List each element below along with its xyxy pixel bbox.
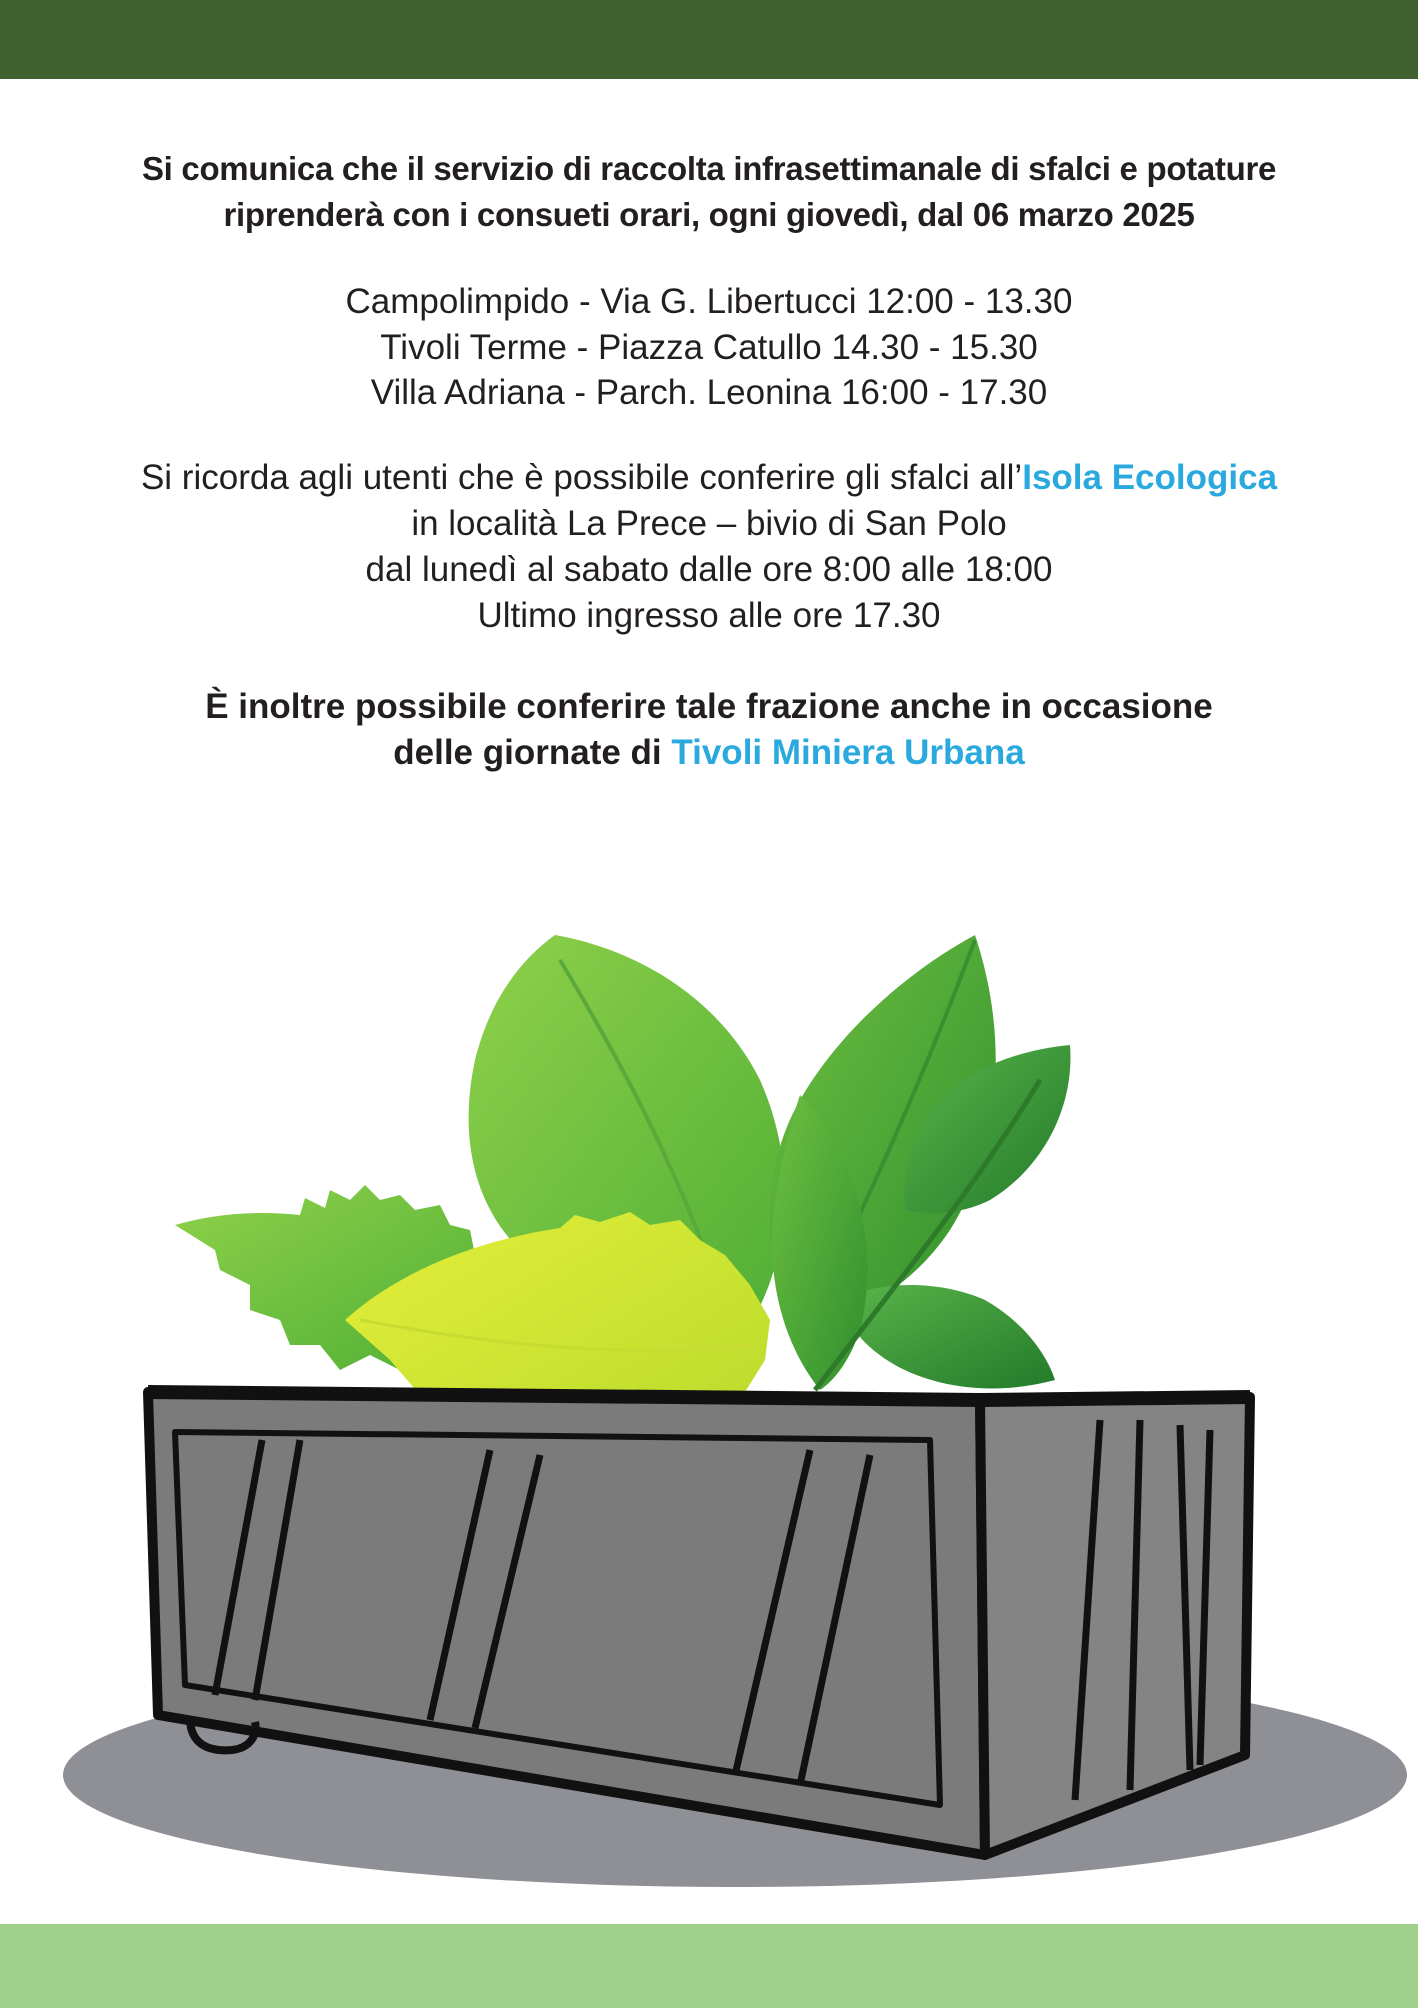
tivoli-miniera-urbana-highlight: Tivoli Miniera Urbana: [671, 733, 1025, 772]
top-color-band: [0, 0, 1418, 79]
reminder-line-1-text: Si ricorda agli utenti che è possibile conferire gli sfalci all’: [140, 458, 1023, 497]
urban-mine-line-2: [0, 730, 1418, 776]
leaf-lower-right: [840, 1285, 1055, 1388]
announcement-line-1: Si comunica che il servizio di raccolta infrasettimanale di sfalci e potature: [141, 150, 1277, 187]
announcement-heading: [0, 146, 1418, 238]
urban-mine-note: [0, 684, 1418, 776]
reminder-line-1: [0, 455, 1418, 501]
reminder-last-entry: Ultimo ingresso alle ore 17.30: [477, 596, 941, 635]
reminder-location: in località La Prece – bivio di San Polo: [411, 504, 1007, 543]
collection-schedule: [0, 279, 1418, 416]
ecological-island-reminder: [0, 455, 1418, 639]
schedule-item-tivoli-terme: Tivoli Terme - Piazza Catullo 14.30 - 15.30: [380, 327, 1038, 367]
bottom-color-band: [0, 1924, 1418, 2008]
announcement-line-2: riprenderà con i consueti orari, ogni giovedì, dal 06 marzo 2025: [223, 196, 1195, 233]
urban-mine-line-1: È inoltre possibile conferire tale frazione anche in occasione: [205, 687, 1213, 726]
isola-ecologica-highlight: Isola Ecologica: [1022, 458, 1278, 497]
container-top-rim: [148, 1392, 1250, 1400]
waste-container-illustration: [0, 900, 1418, 1900]
schedule-item-campolimpido: Campolimpido - Via G. Libertucci 12:00 - 13.30: [345, 282, 1073, 321]
urban-mine-line-2-text: delle giornate di: [393, 733, 672, 772]
reminder-hours: dal lunedì al sabato dalle ore 8:00 alle 18:00: [365, 550, 1053, 589]
schedule-item-villa-adriana: Villa Adriana - Parch. Leonina 16:00 - 17.30: [370, 373, 1048, 412]
